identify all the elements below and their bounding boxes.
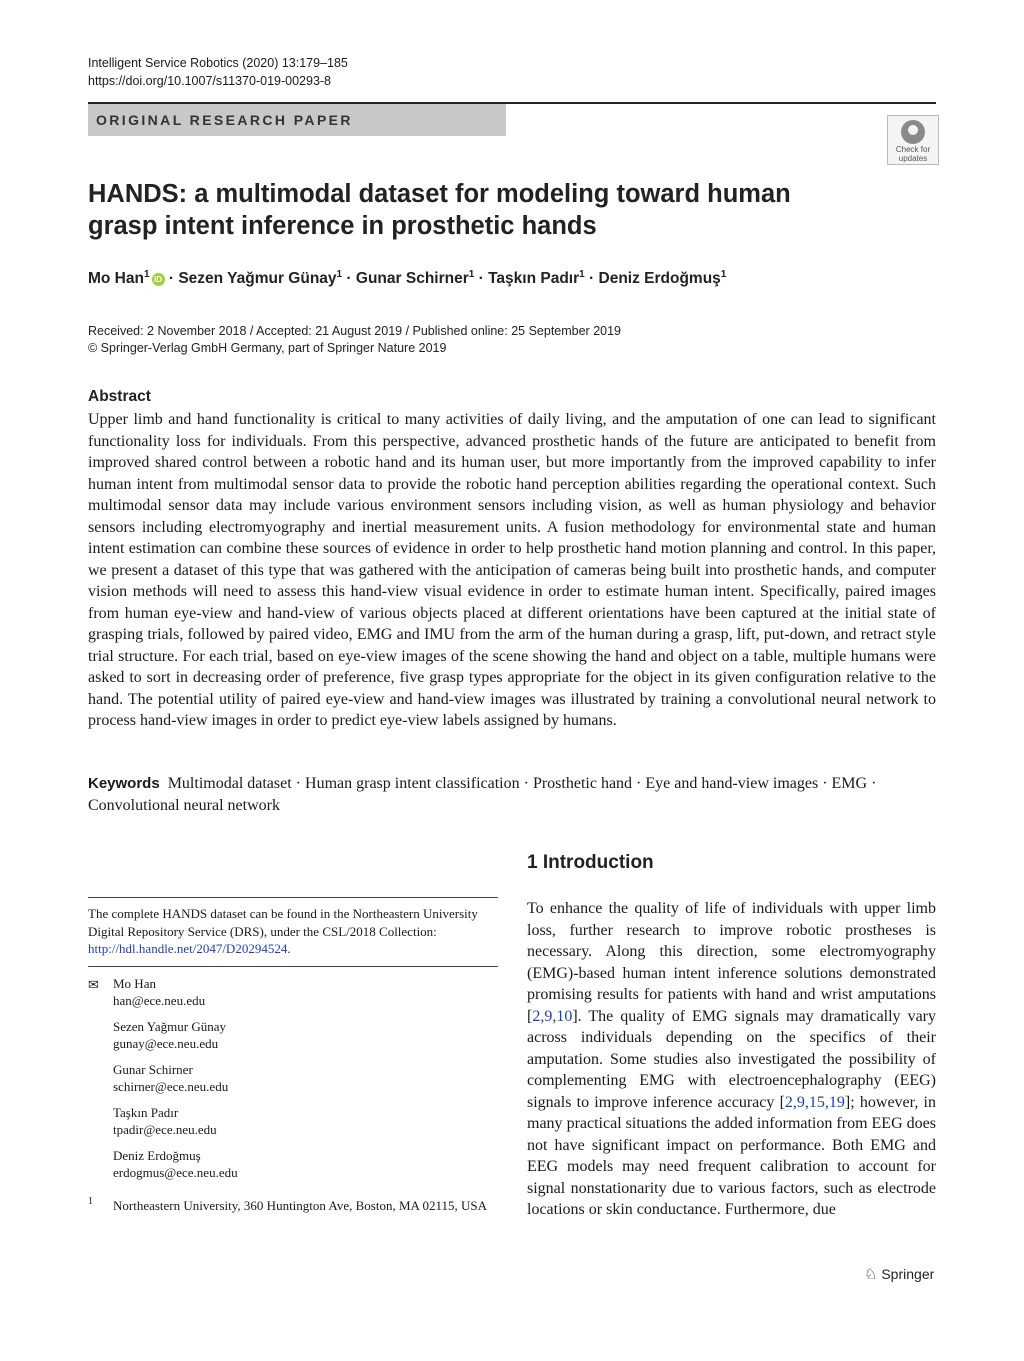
contact-email[interactable]: schirner@ece.neu.edu [113,1079,229,1094]
keywords-text: Multimodal dataset · Human grasp intent classification · Prosthetic hand · Eye and hand-view images · EMG · Convolutional neural network [88,775,877,814]
keywords [88,773,936,816]
author-list [88,269,726,288]
contact-entry [113,975,205,1009]
orcid-icon[interactable]: iD [152,273,165,286]
journal-line: Intelligent Service Robotics (2020) 13:179–185 [88,56,348,70]
footnote-end: . [287,941,291,956]
citation-link[interactable]: 2,9,15,19 [784,1093,845,1111]
springer-horse-icon: ♘ [864,1266,878,1283]
dataset-footnote [88,905,493,958]
publication-dates [88,323,621,357]
contact-name: Taşkın Padır [113,1105,179,1120]
affiliation-mark: 1 [143,269,150,280]
author-separator: · [168,270,175,288]
publisher-name: Springer [881,1266,935,1282]
introduction-text [527,898,936,1221]
affiliation-mark: 1 [336,269,343,280]
article-type-label: ORIGINAL RESEARCH PAPER [96,112,353,128]
paper-title: HANDS: a multimodal dataset for modeling toward human grasp intent inference in prosthetic hands [88,180,791,240]
footnote-rule-top [88,897,498,898]
envelope-icon: ✉ [88,978,99,993]
affiliation-mark: 1 [720,269,727,280]
affiliation-text: Northeastern University, 360 Huntington Ave, Boston, MA 02115, USA [113,1198,487,1213]
author-name[interactable]: Mo Han [88,270,144,288]
doi-line[interactable]: https://doi.org/10.1007/s11370-019-00293-8 [88,74,332,88]
author-separator: · [346,270,352,288]
contact-name: Gunar Schirner [113,1062,193,1077]
intro-part-1: To enhance the quality of life of individuals with upper limb loss, further research to improve robotic prostheses is necessary. Along this direction, some electromyography (EMG)-based human intent inference solutions demonstrated promising results for patients with hand and wrist amputations [ [527,900,936,1025]
contact-entry [113,1147,238,1181]
author-name[interactable]: Sezen Yağmur Günay [178,270,337,288]
contact-name: Sezen Yağmur Günay [113,1019,227,1034]
dataset-link[interactable]: http://hdl.handle.net/2047/D20294524 [88,941,288,956]
affiliation [88,1197,498,1214]
contact-email[interactable]: tpadir@ece.neu.edu [113,1122,217,1137]
contact-email[interactable]: gunay@ece.neu.edu [113,1036,219,1051]
affiliation-number: 1 [88,1196,93,1207]
affiliation-mark: 1 [579,269,585,280]
author-name[interactable]: Deniz Erdoğmuş [598,270,721,288]
author-name[interactable]: Taşkın Padır [488,270,580,288]
contact-entry [113,1061,228,1095]
check-updates-icon [901,120,925,144]
check-for-updates-badge[interactable] [887,115,939,165]
check-updates-text-1: Check for [895,145,931,154]
author-separator: · [589,270,595,288]
abstract-heading: Abstract [88,388,151,405]
keywords-label: Keywords [88,775,160,792]
footnote-text: The complete HANDS dataset can be found in the Northeastern University Digital Repository Service (DRS), under the CSL/2018 Collection: [88,906,478,939]
author-name[interactable]: Gunar Schirner [355,270,469,288]
contact-entry [113,1104,217,1138]
contact-email[interactable]: han@ece.neu.edu [113,993,206,1008]
journal-citation [88,54,348,90]
copyright-line: © Springer-Verlag GmbH Germany, part of Springer Nature 2019 [88,341,447,355]
section-heading-introduction: 1 Introduction [527,852,654,873]
article-type-banner [88,104,506,136]
check-updates-text-2: updates [898,154,928,163]
contact-email[interactable]: erdogmus@ece.neu.edu [113,1165,238,1180]
author-separator: · [478,270,484,288]
dates-line: Received: 2 November 2018 / Accepted: 21 August 2019 / Published online: 25 September 2019 [88,324,622,338]
footnote-rule-bottom [88,966,498,967]
contact-name: Mo Han [113,976,156,991]
citation-link[interactable]: 2,9,10 [532,1007,573,1025]
intro-part-2: ]. The quality of EMG signals may dramatically vary across individuals depending on the specifics of their amputation. Some studies also investigated the possibility of complementing EMG with electroencephalography (EEG) signals to improve inference accuracy [ [527,1007,936,1111]
contact-entry [113,1018,226,1052]
abstract-text: Upper limb and hand functionality is critical to many activities of daily living, and the amputation of one can lead to significant functionality loss for individuals. From this perspective, advanced prosthetic hands of the future are anticipated to benefit from improved shared control between a robotic hand and its human user, but more importantly from the improved capability to infer human intent from multimodal sensor data to provide the robotic hand perception abilities regarding the operational context. Such multimodal sensor data may include various environment sensors including vision, as well as human physiology and behavior sensors including electromyography and inertial measurement units. A fusion methodology for environmental state and human intent estimation can combine these sources of evidence in order to help prosthetic hand motion planning and control. In this paper, we present a dataset of this type that was gathered with the anticipation of cameras being built into prosthetic hands, and computer vision methods will need to assess this hand-view visual evidence in order to estimate human intent. Specifically, paired images from human eye-view and hand-view of various objects placed at different orientations have been captured at the initial state of grasping trials, followed by paired video, EMG and IMU from the arm of the human during a grasp, lift, put-down, and retract style trial structure. For each trial, based on eye-view images of the scene showing the hand and object on a table, multiple humans were asked to sort in decreasing order of preference, five grasp types appropriate for the object in its given configuration relative to the hand. The potential utility of paired eye-view and hand-view images was illustrated by training a convolutional neural network to process hand-view images in order to predict eye-view labels assigned by humans. [88,411,936,729]
contact-name: Deniz Erdoğmuş [113,1148,201,1163]
affiliation-mark: 1 [468,269,475,280]
intro-part-3: ]; however, in many practical situations the added information from EEG does not have significant impact on performance. Both EMG and EEG models may need frequent calibration to account for signal nonstationarity due to various factors, such as electrode locations or skin conductance. Furthermore, due [527,1093,936,1218]
publisher-logo [864,1265,934,1283]
